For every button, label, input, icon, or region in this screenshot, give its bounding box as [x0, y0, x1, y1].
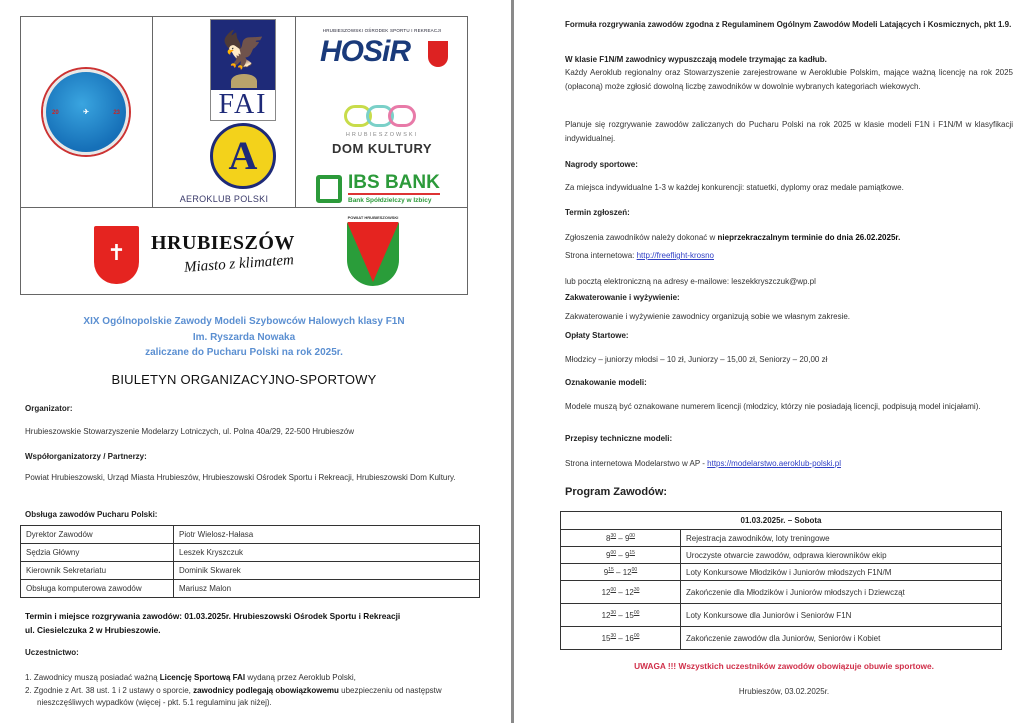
staff-name: Leszek Kryszczuk: [174, 544, 480, 562]
table-row: [561, 547, 1002, 564]
sports-shoes-warning: UWAGA !!! Wszystkich uczestników zawodów obowiązuje obuwie sportowe.: [634, 661, 934, 671]
staff-role: Kierownik Sekretariatu: [21, 562, 174, 580]
tech-rules-label: Przepisy techniczne modeli:: [565, 434, 673, 443]
freeflight-link[interactable]: http://freeflight-krosno: [636, 251, 714, 260]
date-venue: [25, 609, 475, 637]
globe-icon: [231, 74, 257, 88]
table-row: [21, 562, 480, 580]
lodging-text: Zakwaterowanie i wyżywienie zawodnicy organizują sobie we własnym zakresie.: [565, 312, 851, 321]
city-slogan: Miasto z klimatem: [183, 252, 295, 276]
deadline-text: Zgłoszenia zawodników należy dokonać w nieprzekraczalnym terminie do dnia 26.02.2025r.: [565, 233, 901, 242]
table-row: [561, 581, 1002, 604]
staff-table: [20, 525, 480, 598]
aeroklub-logo: [210, 123, 276, 189]
participation-label: Uczestnictwo:: [25, 648, 79, 657]
staff-role: Dyrektor Zawodów: [21, 526, 174, 544]
ibs-hexagon-icon: [316, 175, 342, 203]
program-table: [560, 511, 1002, 650]
staff-name: Mariusz Malon: [174, 580, 480, 598]
program-day-header: 01.03.2025r. – Sobota: [561, 512, 1002, 530]
table-row: [21, 526, 480, 544]
aeroklub-name: AEROKLUB POLSKI: [179, 194, 269, 204]
powiat-label: POWIAT HRUBIESZOWSKI: [347, 215, 399, 220]
organizer-text: Hrubieszowskie Stowarzyszenie Modelarzy Lotniczych, ul. Polna 40a/29, 22-500 Hrubieszów: [25, 427, 355, 436]
date-venue-line-1: Termin i miejsce rozgrywania zawodów: 01.03.2025r. Hrubieszowski Ośrodek Sportu i Rekreacji: [25, 611, 401, 621]
modelarstwo-link[interactable]: https://modelarstwo.aeroklub-polski.pl: [707, 459, 841, 468]
table-row: [21, 544, 480, 562]
event-title-line-3: zaliczane do Pucharu Polski na rok 2025r.: [145, 347, 343, 358]
fees-label: Opłaty Startowe:: [565, 331, 629, 340]
event-title-line-1: XIX Ogólnopolskie Zawody Modeli Szybowców Halowych klasy F1N: [83, 316, 405, 327]
f1nm-rule: W klasie F1N/M zawodnicy wypuszczają modele trzymając za kadłub.: [565, 55, 827, 64]
website-line: [565, 249, 1013, 263]
organizer-label: Organizator:: [25, 404, 73, 413]
powiat-crest-icon: [347, 222, 399, 286]
fai-aeroklub-cell: [153, 17, 296, 207]
table-row: [561, 530, 1002, 547]
event-cell: Zakończenie zawodów dla Juniorów, Seniorów i Kobiet: [681, 627, 1002, 650]
dom-kultury-subtitle: HRUBIESZOWSKI: [345, 132, 419, 138]
prizes-label: Nagrody sportowe:: [565, 160, 638, 169]
ibs-bank-name: IBS BANK: [348, 172, 440, 193]
seal-year-left: 20: [52, 110, 59, 116]
staff-role: Obsługa komputerowa zawodów: [21, 580, 174, 598]
time-cell: $8^{30} - 9^{00}$: [561, 530, 681, 547]
dom-kultury-icon: [344, 103, 416, 129]
event-title-line-2: Im. Ryszarda Nowaka: [192, 331, 296, 343]
table-row: [21, 580, 480, 598]
program-title: Program Zawodów:: [565, 486, 668, 498]
hosir-subtitle: HRUBIESZOWSKI OŚRODEK SPORTU I REKREACJI: [322, 28, 442, 33]
fai-logo: [210, 19, 276, 121]
glider-icon: ✈: [83, 109, 89, 116]
staff-role: Sędzia Główny: [21, 544, 174, 562]
city-logo-cell: [21, 207, 467, 295]
partners-text: Powiat Hrubieszowski, Urząd Miasta Hrubieszów, Hrubieszowski Ośrodek Sportu i Rekreacji, Hrubieszowski Dom Kultury.: [25, 473, 456, 482]
event-cell: Loty Konkursowe Młodzików i Juniorów młodszych F1N/M: [681, 564, 1002, 581]
event-cell: Loty Konkursowe dla Juniorów i Seniorów F1N: [681, 604, 1002, 627]
formula-text: Formuła rozgrywania zawodów zgodna z Regulaminem Ogólnym Zawodów Modeli Latających i Kosmicznych, pkt 1.9.: [565, 20, 1012, 29]
place-date-signoff: Hrubieszów, 03.02.2025r.: [738, 687, 830, 696]
sponsor-logo-grid: [20, 16, 468, 295]
participation-list: [25, 672, 495, 710]
website-label: Strona internetowa:: [565, 251, 637, 260]
lodging-label: Zakwaterowanie i wyżywienie:: [565, 293, 680, 302]
event-title: [20, 314, 468, 361]
aeroklub-letter: A: [228, 133, 258, 178]
date-venue-line-2: ul. Ciesielczuka 2 w Hrubieszowie.: [25, 625, 161, 635]
marking-text: Modele muszą być oznakowane numerem licencji (młodzicy, którzy nie posiadają licencji, podpisują model inicjałami).: [565, 402, 981, 411]
eagle-icon: 🦅: [221, 29, 266, 70]
table-row: [561, 627, 1002, 650]
time-cell: $12^{30} - 15^{00}$: [561, 604, 681, 627]
email-text: lub pocztą elektroniczną na adresy e-mailowe: leszekkryszczuk@wp.pl: [565, 277, 816, 286]
table-row: [561, 564, 1002, 581]
aeroklub-eligibility-text: Każdy Aeroklub regionalny oraz Stowarzyszenie zarejestrowane w Aeroklubie Polskim, mające ważną licencję na rok 2025 (opłaconą) może zgłosić dowolną liczbę zawodników w dowolnie wybranych kategoriach wiekowych.: [565, 68, 1013, 91]
tech-rules-line: Strona internetowa Modelarstwo w AP - https://modelarstwo.aeroklub-polski.pl: [565, 459, 841, 468]
deer-icon: ✝: [107, 240, 126, 265]
staff-name: Piotr Wielosz-Hałasa: [174, 526, 480, 544]
partners-label: Współorganizatorzy / Partnerzy:: [25, 452, 147, 461]
marking-label: Oznakowanie modeli:: [565, 378, 647, 387]
time-cell: $15^{30} - 16^{00}$: [561, 627, 681, 650]
list-item: 2. Zgodnie z Art. 38 ust. 1 i 2 ustawy o sporcie, zawodnicy podlegają obowiązkowemu ubezpieczeniu od następstw nieszczęśliwych wypadków (więcej - pkt. 5.1 regulaminu jak niżej).: [25, 685, 442, 707]
event-cell: Zakończenie dla Młodzików i Juniorów młodszych i Dziewcząt: [681, 581, 1002, 604]
seal-year-right: 23: [113, 110, 120, 116]
event-cell: Rejestracja zawodników, loty treningowe: [681, 530, 1002, 547]
table-row: [561, 604, 1002, 627]
plan-text: Planuje się rozgrywanie zawodów zaliczanych do Pucharu Polski na rok 2025 w klasie modeli F1N i F1N/M w klasyfikacji indywidualnej.: [565, 120, 1013, 143]
bulletin-title: BIULETYN ORGANIZACYJNO-SPORTOWY: [111, 372, 377, 387]
time-cell: $9^{00} - 9^{15}$: [561, 547, 681, 564]
club-logo-cell: [21, 17, 153, 207]
event-cell: Uroczyste otwarcie zawodów, odprawa kierowników ekip: [681, 547, 1002, 564]
prizes-text: Za miejsca indywidualne 1-3 w każdej konkurencji: statuetki, dyplomy oraz medale pamiątkowe.: [565, 183, 904, 192]
dom-kultury-name: DOM KULTURY: [331, 141, 433, 156]
city-crest-icon: [94, 226, 139, 284]
list-item: 1. Zawodnicy muszą posiadać ważną Licencję Sportową FAI wydaną przez Aeroklub Polski,: [25, 673, 356, 682]
time-cell: $12^{00} - 12^{30}$: [561, 581, 681, 604]
time-cell: $9^{15} - 12^{00}$: [561, 564, 681, 581]
fees-text: Młodzicy – juniorzy młodsi – 10 zł, Juniorzy – 15,00 zł, Seniorzy – 20,00 zł: [565, 355, 828, 364]
hosir-logo: HOSiR: [320, 35, 411, 68]
crest-icon: [428, 41, 448, 67]
partners-logo-cell: [296, 17, 468, 207]
ibs-bank-subtitle: Bank Spółdzielczy w Izbicy: [348, 197, 432, 204]
city-name: HRUBIESZÓW: [151, 232, 295, 254]
fai-text: FAI: [211, 90, 275, 120]
deadline-label: Termin zgłoszeń:: [565, 208, 630, 217]
staff-label: Obsługa zawodów Pucharu Polski:: [25, 510, 158, 519]
club-seal-logo: [43, 69, 129, 155]
staff-name: Dominik Skwarek: [174, 562, 480, 580]
